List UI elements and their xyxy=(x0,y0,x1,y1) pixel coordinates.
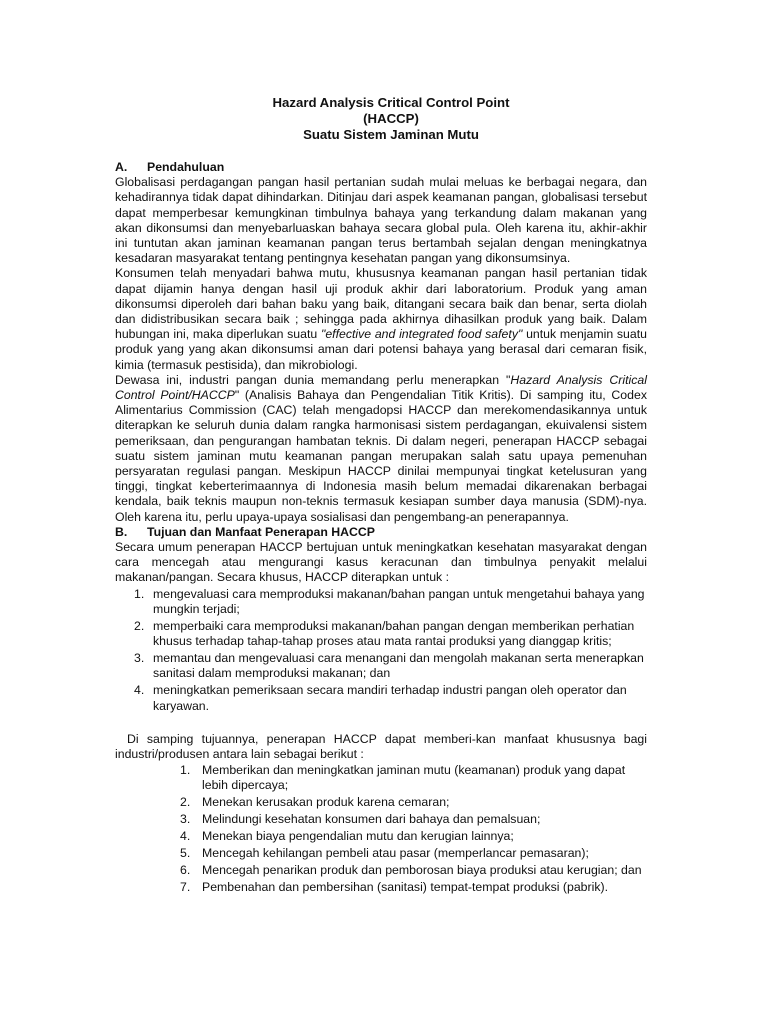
list-text: Pembenahan dan pembersihan (sanitasi) tempat-tempat produksi (pabrik). xyxy=(202,880,609,895)
section-a-paragraph-2 xyxy=(115,266,647,372)
list-item xyxy=(168,812,647,827)
list-text: memantau dan mengevaluasi cara menangani dan mengolah makanan serta menerapkan sanitasi dalam memproduksi makanan; dan xyxy=(153,651,644,681)
list-text: Melindungi kesehatan konsumen dari bahaya dan pemalsuan; xyxy=(202,812,541,827)
title-line-2: (HACCP) xyxy=(363,111,419,126)
section-b-letter: B. xyxy=(115,524,128,539)
list-number: 2. xyxy=(180,795,191,810)
paragraph-2-emphasis: "effective and integrated food safety" xyxy=(320,327,523,342)
paragraph-2-text-b: untuk menjamin suatu produk yang yang akan dikonsumsi aman dari potensi bahaya yang berasal dari cemaran fisik, kimia (termasuk pestisida), dan mikrobiologi. xyxy=(115,327,647,372)
list-text: Memberikan dan meningkatkan jaminan mutu (keamanan) produk yang dapat lebih dipercaya; xyxy=(202,762,626,793)
list-number: 2. xyxy=(134,618,145,633)
list-item xyxy=(168,863,647,878)
list-item xyxy=(115,683,647,713)
section-a-letter: A. xyxy=(115,160,128,174)
list-item xyxy=(168,763,647,793)
section-b-intro: Secara umum penerapan HACCP bertujuan untuk meningkatkan kesehatan masyarakat dengan cara mencegah atau mengurangi kasus keracunan dan timbulnya penyakit melalui makanan/pangan. Secara khusus, HACCP diterapkan untuk : xyxy=(115,540,647,585)
paragraph-2-text-a: Konsumen telah menyadari bahwa mutu, khususnya keamanan pangan hasil pertanian tidak dapat dijamin hanya dengan hasil uji produk akhir dari laboratorium. Produk yang aman dikonsumsi diperoleh dari bahan baku yang baik, ditangani secara baik dan benar, serta diolah dan didistribusikan secara baik ; sehingga pada akhirnya dihasilkan produk yang baik. Dalam hubungan ini, maka diperlukan suatu xyxy=(115,266,647,342)
paragraph-3-emphasis: Hazard Analysis Critical Control Point/HACCP xyxy=(115,372,647,403)
paragraph-3-text-a: Dewasa ini, industri pangan dunia memandang perlu menerapkan " xyxy=(115,372,511,387)
list-number: 4. xyxy=(134,683,145,698)
list-item xyxy=(115,587,647,617)
spacer xyxy=(115,716,647,732)
list-number: 1. xyxy=(180,762,191,777)
section-a-paragraph-3 xyxy=(115,373,647,525)
list-number: 7. xyxy=(180,880,191,895)
section-b-title: Tujuan dan Manfaat Penerapan HACCP xyxy=(147,524,375,539)
list-item xyxy=(168,880,647,895)
list-number: 3. xyxy=(134,651,145,666)
list-item xyxy=(168,795,647,810)
list-text: Menekan biaya pengendalian mutu dan kerugian lainnya; xyxy=(202,829,514,844)
list-number: 5. xyxy=(180,846,191,861)
list-item xyxy=(168,846,647,861)
list-text: mengevaluasi cara memproduksi makanan/bahan pangan untuk mengetahui bahaya yang mungkin terjadi; xyxy=(153,586,645,616)
list-number: 6. xyxy=(180,863,191,878)
list-number: 3. xyxy=(180,812,191,827)
list-text: meningkatkan pemeriksaan secara mandiri terhadap industri pangan oleh operator dan karyawan. xyxy=(153,683,627,713)
list-number: 4. xyxy=(180,829,191,844)
benefits-list xyxy=(168,763,647,895)
document-body xyxy=(115,160,647,897)
goals-list xyxy=(115,587,647,714)
list-text: Menekan kerusakan produk karena cemaran; xyxy=(202,795,450,810)
benefits-intro: Di samping tujuannya, penerapan HACCP dapat memberi-kan manfaat khususnya bagi industri/produsen antara lain sebagai berikut : xyxy=(115,731,647,761)
list-text: Mencegah kehilangan pembeli atau pasar (memperlancar pemasaran); xyxy=(202,846,589,861)
title-line-3: Suatu Sistem Jaminan Mutu xyxy=(303,127,479,142)
list-text: memperbaiki cara memproduksi makanan/bahan pangan dengan memberikan perhatian khusus terhadap tahap-tahap proses atau mata rantai produksi yang dianggap kritis; xyxy=(153,618,635,649)
title-line-1: Hazard Analysis Critical Control Point xyxy=(272,95,510,110)
list-item xyxy=(168,829,647,844)
list-item xyxy=(115,619,647,649)
section-a-heading xyxy=(115,160,647,175)
paragraph-3-text-b: " (Analisis Bahaya dan Pengendalian Titik Kritis). Di samping itu, Codex Alimentarius Commission (CAC) telah mengadopsi HACCP dan merekomendasikannya untuk diterapkan ke seluruh dunia dalam rangka harmonisasi sistem perdagangan, ekuivalensi sistem pemeriksaan, dan pengurangan hambatan teknis. Di dalam negeri, penerapan HACCP sebagai suatu sistem jaminan mutu keamanan pangan merupakan salah satu upaya pemenuhan persyaratan regulasi pangan. Meskipun HACCP dinilai mempunyai tingkat ketelusuran yang tinggi, tingkat keberterimaannya di Indonesia masih belum memadai dikarenakan berbagai kendala, baik teknis maupun non-teknis termasuk kesiapan sumber daya manusia (SDM)-nya. Oleh karena itu, perlu upaya-upaya sosialisasi dan pengembang-an penerapannya. xyxy=(115,388,647,524)
document-title xyxy=(0,95,768,143)
list-item xyxy=(115,651,647,681)
section-a-title: Pendahuluan xyxy=(147,160,225,174)
list-text: Mencegah penarikan produk dan pemborosan biaya produksi atau kerugian; dan xyxy=(202,863,642,878)
section-b-heading xyxy=(115,525,647,540)
section-a-paragraph-1: Globalisasi perdagangan pangan hasil pertanian sudah mulai meluas ke berbagai negara, dan kehadirannya tidak dapat dihindarkan. Ditinjau dari aspek keamanan pangan, globalisasi tersebut dapat memperbesar kemungkinan timbulnya bahaya yang terkandung dalam makanan yang akan dikonsumsi dan menyebarluaskan bahaya secara global pula. Oleh karena itu, akhir-akhir ini tuntutan akan jaminan keamanan pangan terus bertambah sejalan dengan meningkatnya kesadaran masyarakat tentang pentingnya kesehatan pangan yang dikonsumsinya. xyxy=(115,175,647,266)
list-number: 1. xyxy=(134,586,145,601)
